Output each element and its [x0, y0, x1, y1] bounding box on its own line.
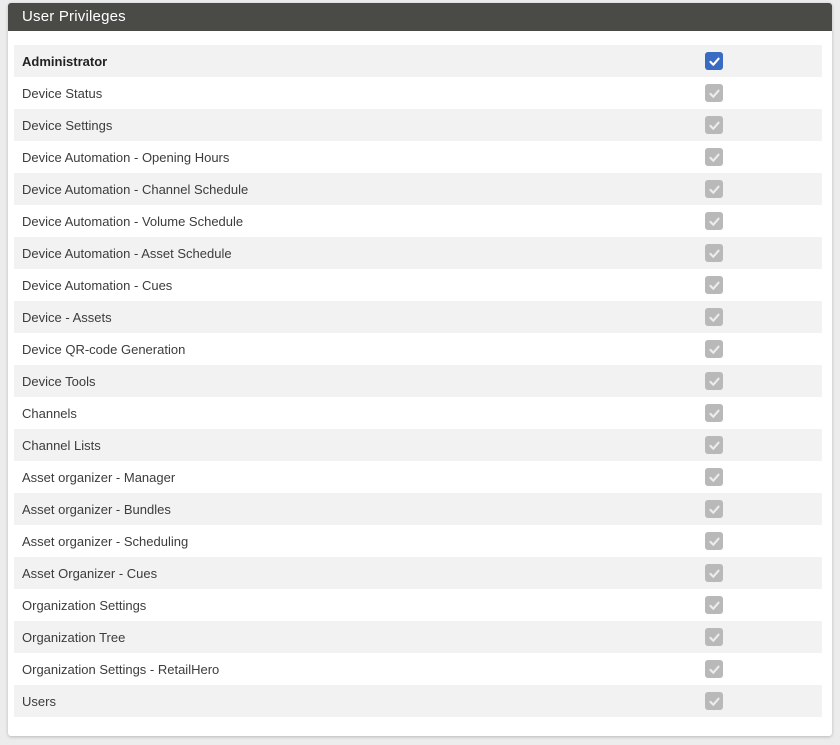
- privilege-label: Organization Tree: [22, 629, 126, 645]
- panel-title: User Privileges: [8, 3, 832, 31]
- privilege-checkbox: [705, 596, 723, 614]
- privilege-label: Device QR-code Generation: [22, 341, 186, 357]
- privilege-row: [14, 77, 822, 109]
- privilege-label: Asset organizer - Bundles: [22, 501, 171, 517]
- privilege-checkbox: [705, 180, 723, 198]
- privilege-row: [14, 205, 822, 237]
- privilege-checkbox: [705, 436, 723, 454]
- privilege-checkbox: [705, 660, 723, 678]
- privilege-row: [14, 525, 822, 557]
- checkmark-icon: [708, 599, 721, 612]
- privilege-row: [14, 557, 822, 589]
- checkmark-icon: [708, 535, 721, 548]
- privilege-row: [14, 237, 822, 269]
- privilege-label: Device Settings: [22, 117, 113, 133]
- checkmark-icon: [708, 503, 721, 516]
- privilege-label: Device Automation - Volume Schedule: [22, 213, 244, 229]
- privilege-checkbox: [705, 564, 723, 582]
- checkmark-icon: [708, 663, 721, 676]
- privilege-label: Device Automation - Opening Hours: [22, 149, 230, 165]
- checkmark-icon: [708, 151, 721, 164]
- privilege-checkbox: [705, 276, 723, 294]
- checkmark-icon: [708, 471, 721, 484]
- privilege-label: Device Automation - Cues: [22, 277, 173, 293]
- checkmark-icon: [708, 279, 721, 292]
- privilege-row: [14, 269, 822, 301]
- checkmark-icon: [708, 119, 721, 132]
- privilege-label: Organization Settings - RetailHero: [22, 661, 220, 677]
- checkmark-icon: [708, 55, 721, 68]
- checkmark-icon: [708, 343, 721, 356]
- privilege-checkbox: [705, 116, 723, 134]
- privilege-label: Channel Lists: [22, 437, 101, 453]
- privilege-row: [14, 109, 822, 141]
- privilege-label: Channels: [22, 405, 77, 421]
- privilege-row: [14, 365, 822, 397]
- privilege-row: [14, 653, 822, 685]
- privilege-label: Device - Assets: [22, 309, 112, 325]
- privilege-checkbox: [705, 340, 723, 358]
- privilege-label: Device Status: [22, 85, 103, 101]
- privilege-checkbox[interactable]: [705, 52, 723, 70]
- privilege-checkbox: [705, 244, 723, 262]
- privilege-row: [14, 429, 822, 461]
- checkmark-icon: [708, 567, 721, 580]
- checkmark-icon: [708, 631, 721, 644]
- privilege-label: Asset organizer - Manager: [22, 469, 176, 485]
- privilege-checkbox: [705, 500, 723, 518]
- checkmark-icon: [708, 183, 721, 196]
- privilege-checkbox: [705, 212, 723, 230]
- privilege-checkbox: [705, 468, 723, 486]
- privilege-label: Asset organizer - Scheduling: [22, 533, 189, 549]
- checkmark-icon: [708, 407, 721, 420]
- privilege-row: [14, 461, 822, 493]
- checkmark-icon: [708, 87, 721, 100]
- privilege-checkbox: [705, 532, 723, 550]
- privilege-label: Asset Organizer - Cues: [22, 565, 158, 581]
- privilege-checkbox: [705, 84, 723, 102]
- privilege-label: Administrator: [22, 53, 108, 69]
- user-privileges-panel: [8, 3, 832, 736]
- privilege-checkbox: [705, 628, 723, 646]
- privilege-checkbox: [705, 404, 723, 422]
- privilege-row: [14, 397, 822, 429]
- privilege-label: Device Automation - Asset Schedule: [22, 245, 232, 261]
- checkmark-icon: [708, 439, 721, 452]
- privilege-row: [14, 333, 822, 365]
- privilege-label: Device Tools: [22, 373, 96, 389]
- privilege-checkbox: [705, 692, 723, 710]
- checkmark-icon: [708, 695, 721, 708]
- privilege-label: Users: [22, 693, 56, 709]
- checkmark-icon: [708, 375, 721, 388]
- privilege-row: [14, 621, 822, 653]
- privileges-list: [8, 31, 832, 717]
- privilege-row: [14, 493, 822, 525]
- checkmark-icon: [708, 247, 721, 260]
- privilege-label: Organization Settings: [22, 597, 147, 613]
- checkmark-icon: [708, 311, 721, 324]
- privilege-row: [14, 301, 822, 333]
- privilege-row: [14, 685, 822, 717]
- privilege-row: [14, 173, 822, 205]
- checkmark-icon: [708, 215, 721, 228]
- privilege-row: [14, 141, 822, 173]
- privilege-row: [14, 45, 822, 77]
- privilege-checkbox: [705, 372, 723, 390]
- privilege-checkbox: [705, 148, 723, 166]
- privilege-checkbox: [705, 308, 723, 326]
- privilege-row: [14, 589, 822, 621]
- privilege-label: Device Automation - Channel Schedule: [22, 181, 249, 197]
